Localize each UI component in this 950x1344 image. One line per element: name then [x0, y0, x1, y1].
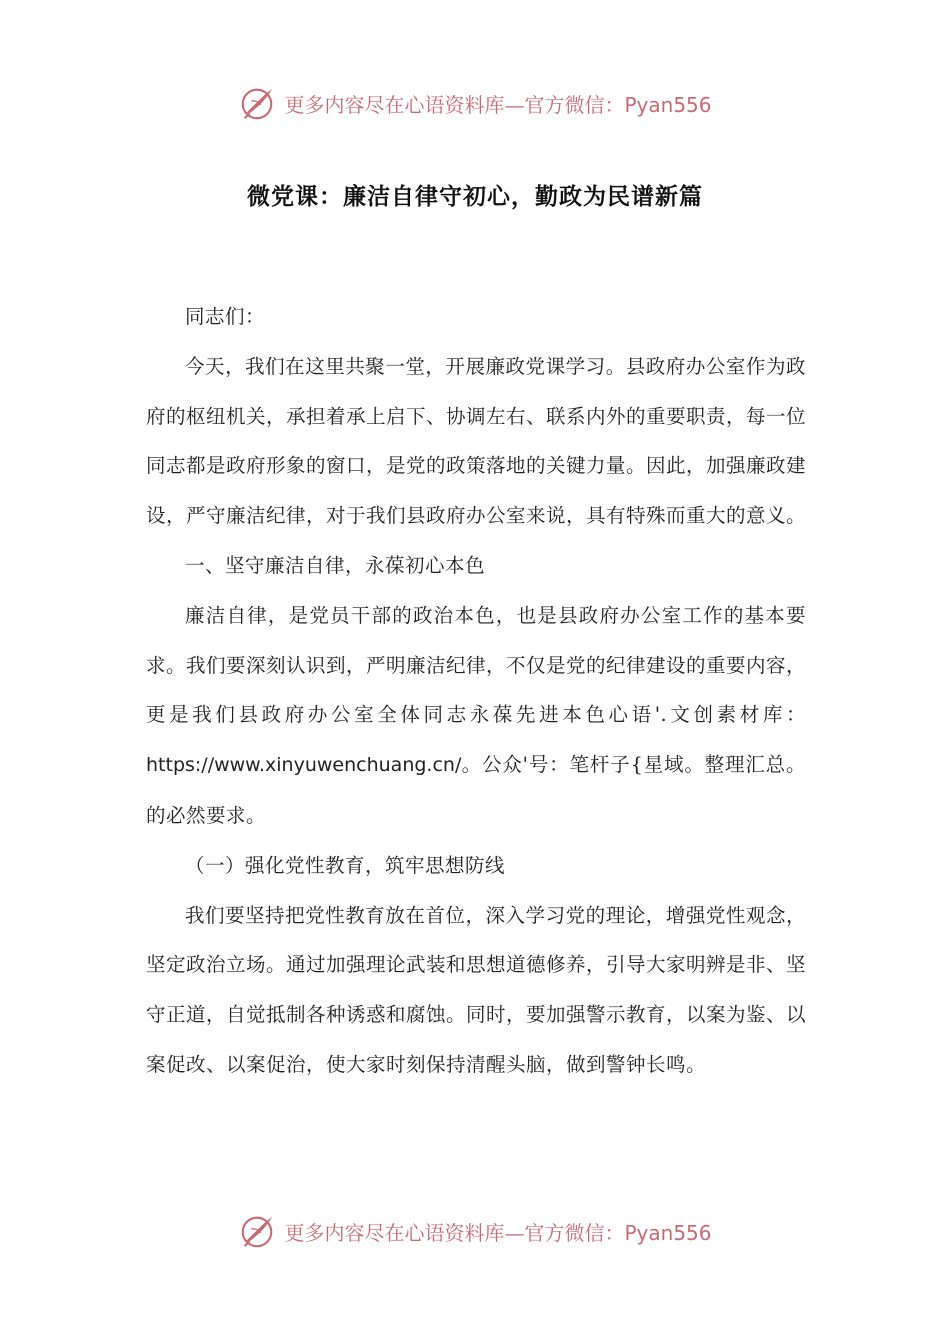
banner-wechat-id: Pyan556	[624, 92, 712, 117]
banner-main-text: 更多内容尽在心语资料库	[284, 92, 505, 117]
banner-wechat-label: 官方微信：	[524, 1220, 625, 1245]
banner-dash: —	[504, 92, 525, 117]
banner-text	[284, 89, 711, 118]
salutation: 同志们：	[185, 305, 266, 328]
document-title: 微党课：廉洁自律守初心，勤政为民谱新篇	[247, 184, 703, 210]
paragraph-integrity-text-b: 。公众'号：笔杆子{星域。整理汇总。的必然要求。	[146, 753, 806, 827]
subsection-heading-1: （一）强化党性教育，筑牢思想防线	[185, 853, 506, 877]
section-heading-1: 一、坚守廉洁自律，永葆初心本色	[185, 553, 486, 577]
paragraph-integrity-text-a: 廉洁自律，是党员干部的政治本色，也是县政府办公室工作的基本要求。我们要深刻认识到，严明廉洁纪律，不仅是党的纪律建设的重要内容，更是我们县政府办公室全体同志永葆先进本色心语'.文创素材库：	[146, 603, 807, 727]
banner-text	[284, 1217, 711, 1246]
banner-wechat-label: 官方微信：	[524, 92, 625, 117]
banner-dash: —	[504, 1220, 525, 1245]
paragraph-intro: 今天，我们在这里共聚一堂，开展廉政党课学习。县政府办公室作为政府的枢纽机关，承担着承上启下、协调左右、联系内外的重要职责，每一位同志都是政府形象的窗口，是党的政策落地的关键力量。因此，加强廉政建设，严守廉洁纪律，对于我们县政府办公室来说，具有特殊而重大的意义。	[146, 354, 807, 528]
document-body	[146, 292, 806, 1090]
footer-banner	[0, 1206, 950, 1256]
quill-logo-icon	[238, 1212, 276, 1250]
banner-main-text: 更多内容尽在心语资料库	[284, 1220, 505, 1245]
header-banner	[0, 78, 950, 128]
paragraph-integrity	[146, 591, 806, 841]
quill-logo-icon	[238, 84, 276, 122]
paragraph-party-education: 我们要坚持把党性教育放在首位，深入学习党的理论，增强党性观念，坚定政治立场。通过加强理论武装和思想道德修养，引导大家明辨是非、坚守正道，自觉抵制各种诱惑和腐蚀。同时，要加强警示教育，以案为鉴、以案促改、以案促治，使大家时刻保持清醒头脑，做到警钟长鸣。	[146, 903, 807, 1076]
source-url-link[interactable]: https://www.xinyuwenchuang.cn/	[146, 754, 462, 777]
banner-wechat-id: Pyan556	[624, 1220, 712, 1245]
